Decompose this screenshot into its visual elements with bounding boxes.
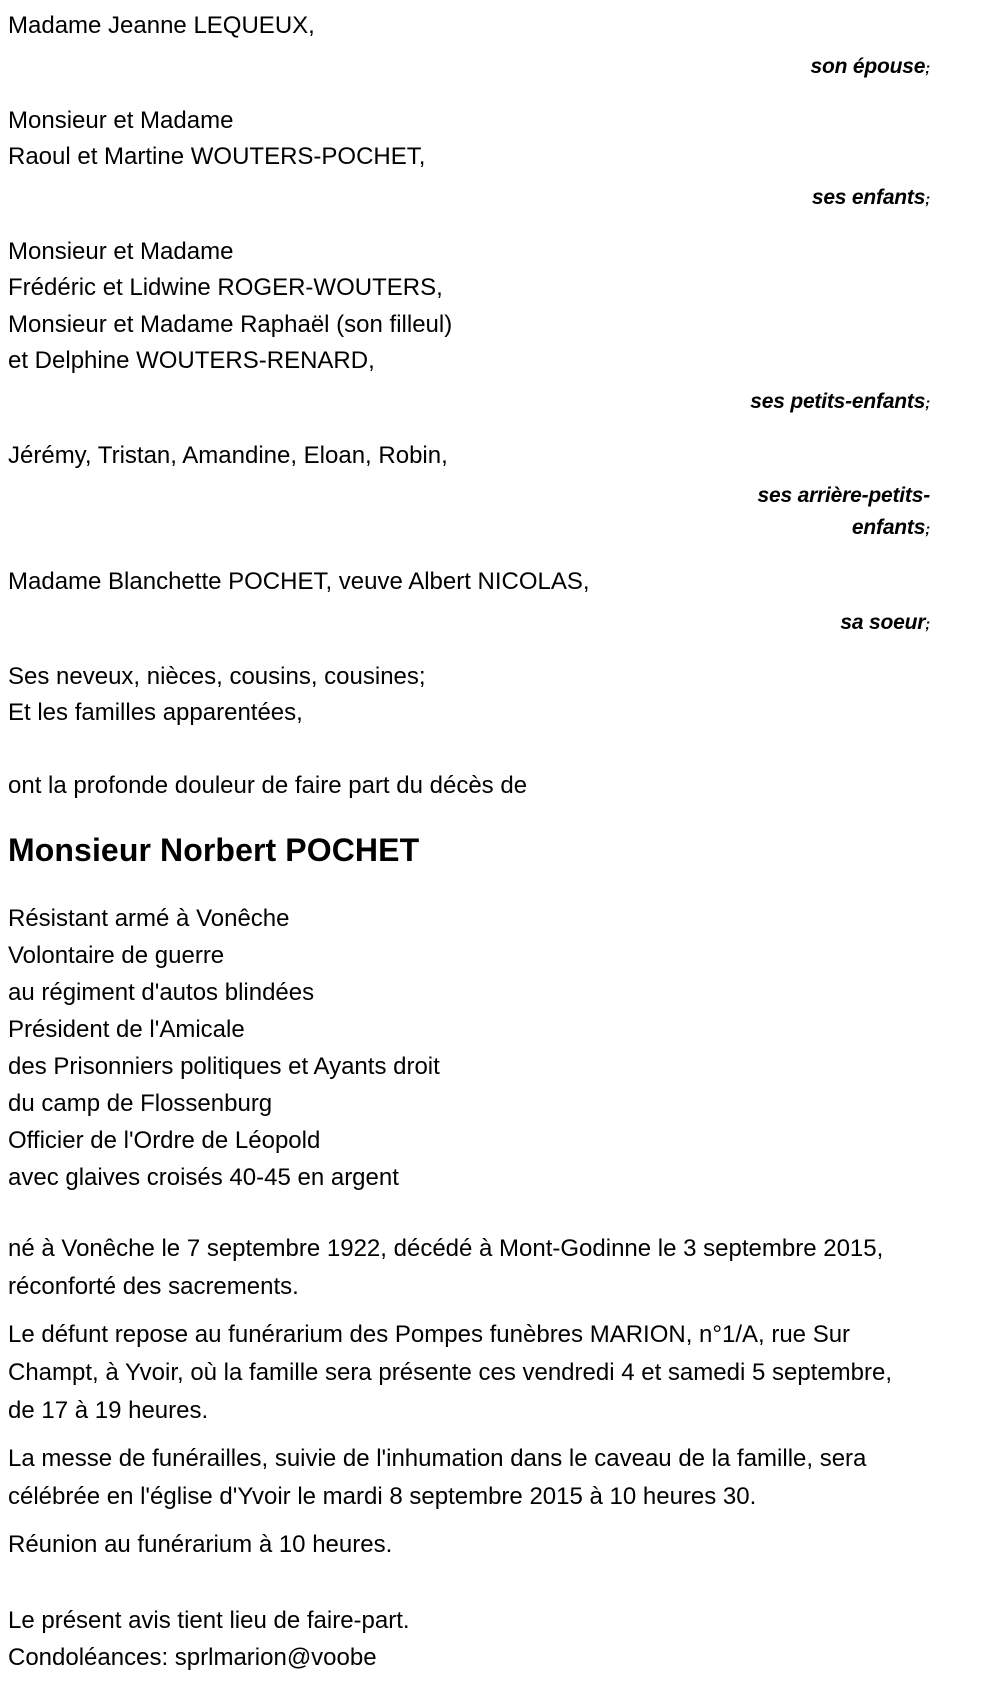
family-group-great-grandchildren [8,438,930,547]
relation-text: sa soeur [840,610,926,634]
family-group-children [8,103,930,216]
deceased-honours [8,900,930,1196]
paragraph-mass: La messe de funérailles, suivie de l'inhumation dans le caveau de la famille, sera célébrée en l'église d'Yvoir le mardi 8 septembre 2015 à 10 heures 30. [8,1444,867,1510]
other-relatives [8,659,930,732]
footer-notice-line: Le présent avis tient lieu de faire-part. [8,1606,410,1634]
family-name-line: Monsieur et Madame Raphaël (son filleul) [8,310,453,338]
relation-terminator: ; [925,394,930,412]
honour-line: des Prisonniers politiques et Ayants droit [8,1052,440,1080]
relation-text: enfants [851,516,926,539]
relation-terminator: ; [925,190,930,208]
paragraph-funeral-home: Le défunt repose au funérarium des Pompes funèbres MARION, n°1/A, rue Sur Champt, à Yvoir, où la famille sera présente ces vendredi 4 et samedi 5 septembre, de 17 à 19 heures. [8,1320,893,1424]
honour-line: Résistant armé à Vonêche [8,904,290,932]
honour-line: Président de l'Amicale [8,1015,245,1043]
relation-text: ses petits-enfants [750,389,926,413]
family-group-grandchildren [8,234,930,420]
deceased-name: Monsieur Norbert POCHET [8,831,420,868]
notice-footer [8,1602,930,1676]
honour-line: au régiment d'autos blindées [8,978,315,1006]
paragraph-gathering: Réunion au funérarium à 10 heures. [8,1530,393,1558]
paragraph-birth-death: né à Vonêche le 7 septembre 1922, décédé à Mont-Godinne le 3 septembre 2015, réconforté des sacrements. [8,1234,884,1300]
notice-body [8,8,930,1676]
family-name-line: et Delphine WOUTERS-RENARD, [8,347,375,374]
relation-label-grandchildren [8,386,930,420]
lead-in-sentence: ont la profonde douleur de faire part du décès de [8,771,528,799]
honour-line: Officier de l'Ordre de Léopold [8,1126,321,1154]
footer-condolences-line: Condoléances: sprlmarion@voobe [8,1643,377,1671]
family-group-spouse [8,8,930,85]
relation-terminator: ; [925,59,930,77]
relation-label-children [8,182,930,216]
honour-line: avec glaives croisés 40-45 en argent [8,1163,399,1191]
notice-paragraphs [8,1230,896,1564]
family-name-line: Raoul et Martine WOUTERS-POCHET, [8,143,426,170]
family-name-line: Frédéric et Lidwine ROGER-WOUTERS, [8,274,443,301]
honour-line: Volontaire de guerre [8,941,225,969]
family-group-sister [8,564,930,641]
relation-terminator: ; [925,521,930,538]
family-name-line: Monsieur et Madame [8,106,234,134]
honour-line: du camp de Flossenburg [8,1089,273,1117]
other-relatives-line: Et les familles apparentées, [8,699,303,726]
relation-text: ses enfants [811,185,926,209]
family-name-line: Jérémy, Tristan, Amandine, Eloan, Robin, [8,441,448,469]
other-relatives-line: Ses neveux, nièces, cousins, cousines; [8,662,426,690]
relation-terminator: ; [925,615,930,633]
relation-label-great-grandchildren-line2 [8,512,930,546]
family-name-line: Madame Jeanne LEQUEUX, [8,12,315,39]
family-name-line: Madame Blanchette POCHET, veuve Albert NICOLAS, [8,568,590,595]
relation-label-great-grandchildren-line1: ses arrière-petits- [757,484,930,507]
relation-text: son épouse [810,54,926,78]
family-name-line: Monsieur et Madame [8,237,234,265]
relation-label-sister [8,607,930,641]
relation-label-spouse [8,51,930,85]
